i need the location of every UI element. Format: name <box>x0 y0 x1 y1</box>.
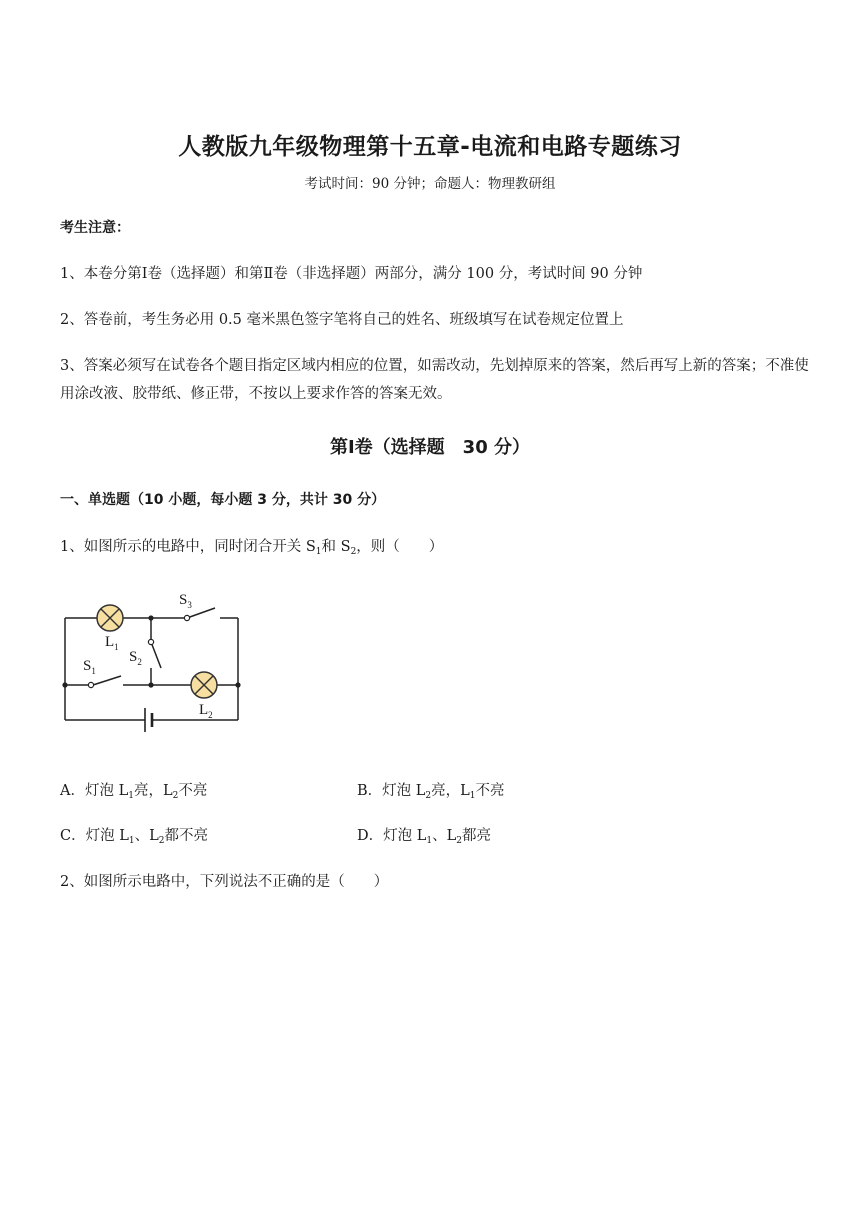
lamp-l2-icon <box>191 672 217 698</box>
label-s2: S <box>129 649 138 665</box>
svg-text:L2: $L_2$ <box>199 702 213 720</box>
lamp-l1-icon <box>97 605 123 631</box>
option-a[interactable]: A．灯泡 $L_1$亮，$L_2$不亮 <box>60 783 208 801</box>
notice-item-3: 3、答案必须写在试卷各个题目指定区域内相应的位置，如需改动，先划掉原来的答案，然后再写上新的答案；不准使用涂改液、胶带纸、修正带，不按以上要求作答的答案无效。 <box>60 358 809 402</box>
notice-item-1: 1、本卷分第Ⅰ卷（选择题）和第Ⅱ卷（非选择题）两部分，满分 100 分，考试时间 90 分钟 <box>60 266 643 282</box>
section-title: 第Ⅰ卷（选择题 30 分） <box>329 437 530 458</box>
label-l1: L <box>105 634 115 650</box>
svg-text:L1: $L_1$ <box>105 634 119 652</box>
option-c[interactable]: C．灯泡 $L_1$、$L_2$都不亮 <box>60 828 208 846</box>
option-b[interactable]: B．灯泡 $L_2$亮，$L_1$不亮 <box>357 783 505 801</box>
label-s3: S <box>179 592 188 608</box>
question-group-heading: 一、单选题（10 小题，每小题 3 分，共计 30 分） <box>60 492 386 508</box>
svg-text:S2: $S_2$ <box>129 649 142 667</box>
question-2-stem: 2、如图所示电路中，下列说法不正确的是（ ） <box>60 874 389 890</box>
notice-heading: 考生注意： <box>60 220 130 236</box>
page-title: 人教版九年级物理第十五章-电流和电路专题练习 <box>178 134 682 160</box>
label-s1: S <box>83 658 92 674</box>
exam-info: 考试时间：90 分钟；命题人：物理教研组 <box>304 176 556 192</box>
svg-text:S3: $S_3$ <box>179 592 192 610</box>
option-d[interactable]: D．灯泡 $L_1$、$L_2$都亮 <box>357 828 491 846</box>
label-l2: L <box>199 702 209 718</box>
question-1-stem: 1、如图所示的电路中，同时闭合开关 $S_1$和 $S_2$，则（ ） <box>60 539 444 557</box>
notice-item-2: 2、答卷前，考生务必用 0.5 毫米黑色签字笔将自己的姓名、班级填写在试卷规定位置上 <box>60 312 624 328</box>
svg-text:S1: $S_1$ <box>83 658 96 676</box>
circuit-diagram <box>55 582 250 747</box>
